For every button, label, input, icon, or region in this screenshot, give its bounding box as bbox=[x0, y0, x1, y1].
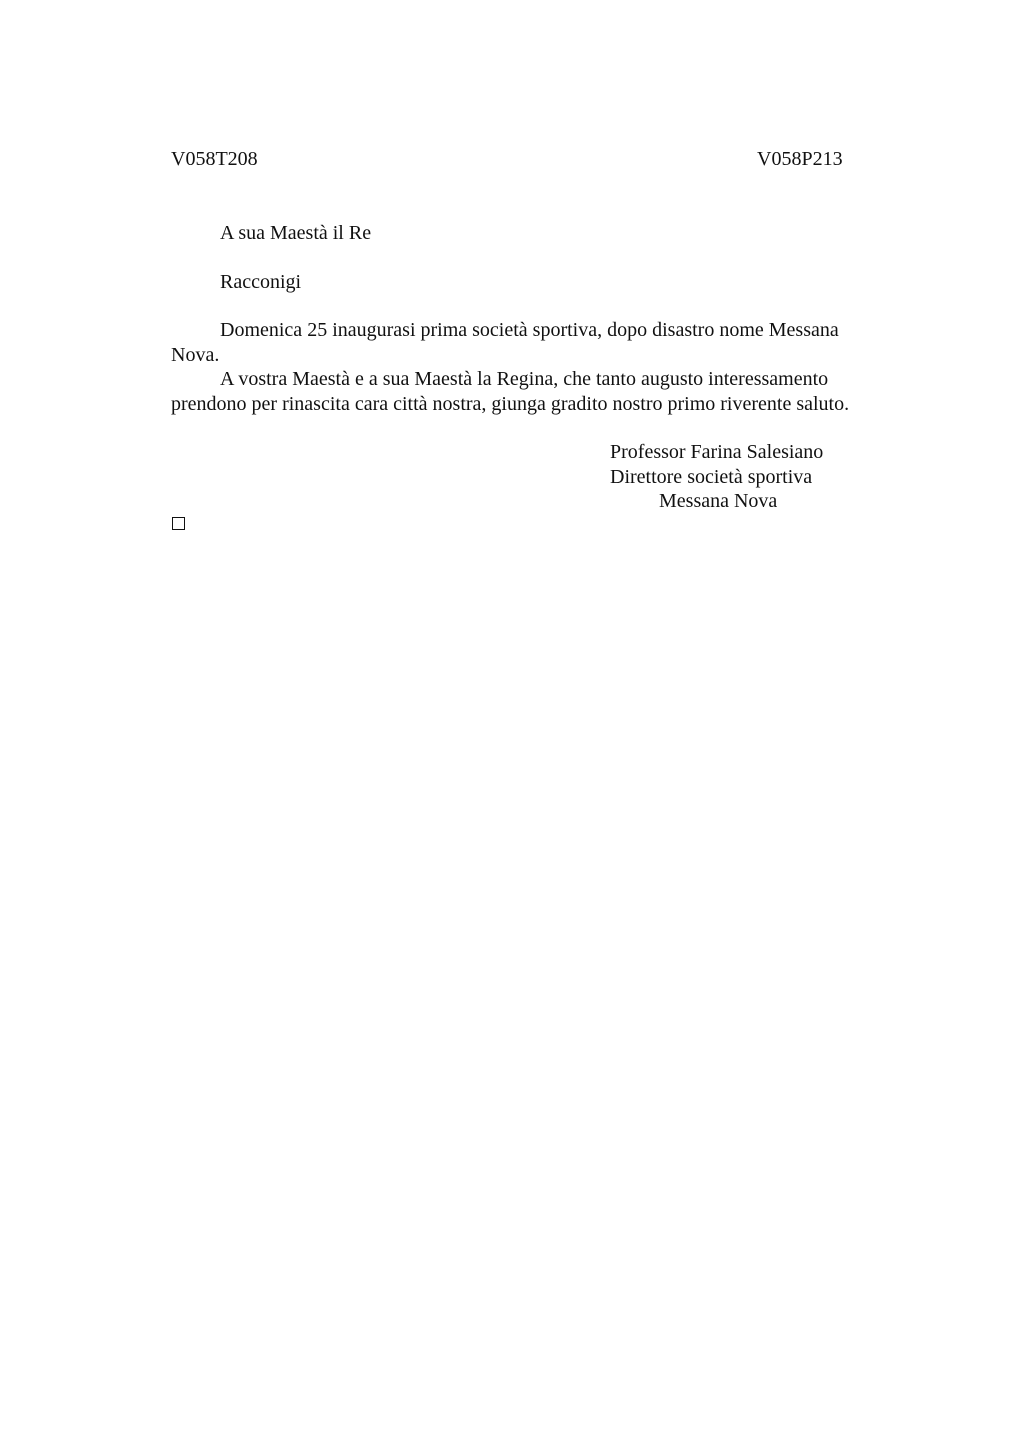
reference-code-right: V058P213 bbox=[757, 148, 843, 170]
signature-name: Professor Farina Salesiano bbox=[610, 441, 824, 463]
signature-organization: Messana Nova bbox=[659, 490, 778, 512]
letter-paragraph: Domenica 25 inaugurasi prima società sportiva, dopo disastro nome Messana Nova. bbox=[171, 319, 839, 366]
letter-place: Racconigi bbox=[220, 271, 302, 293]
letter-recipient: A sua Maestà il Re bbox=[220, 222, 372, 244]
empty-square-icon bbox=[172, 517, 185, 530]
letter-body bbox=[171, 318, 871, 416]
letter-paragraph: A vostra Maestà e a sua Maestà la Regina, che tanto augusto interessamento prendono per rinascita cara città nostra, giunga gradito nostro primo riverente saluto. bbox=[171, 368, 850, 415]
signature-title: Direttore società sportiva bbox=[610, 465, 813, 488]
reference-code-left: V058T208 bbox=[171, 148, 258, 170]
letter-signature bbox=[610, 440, 823, 514]
